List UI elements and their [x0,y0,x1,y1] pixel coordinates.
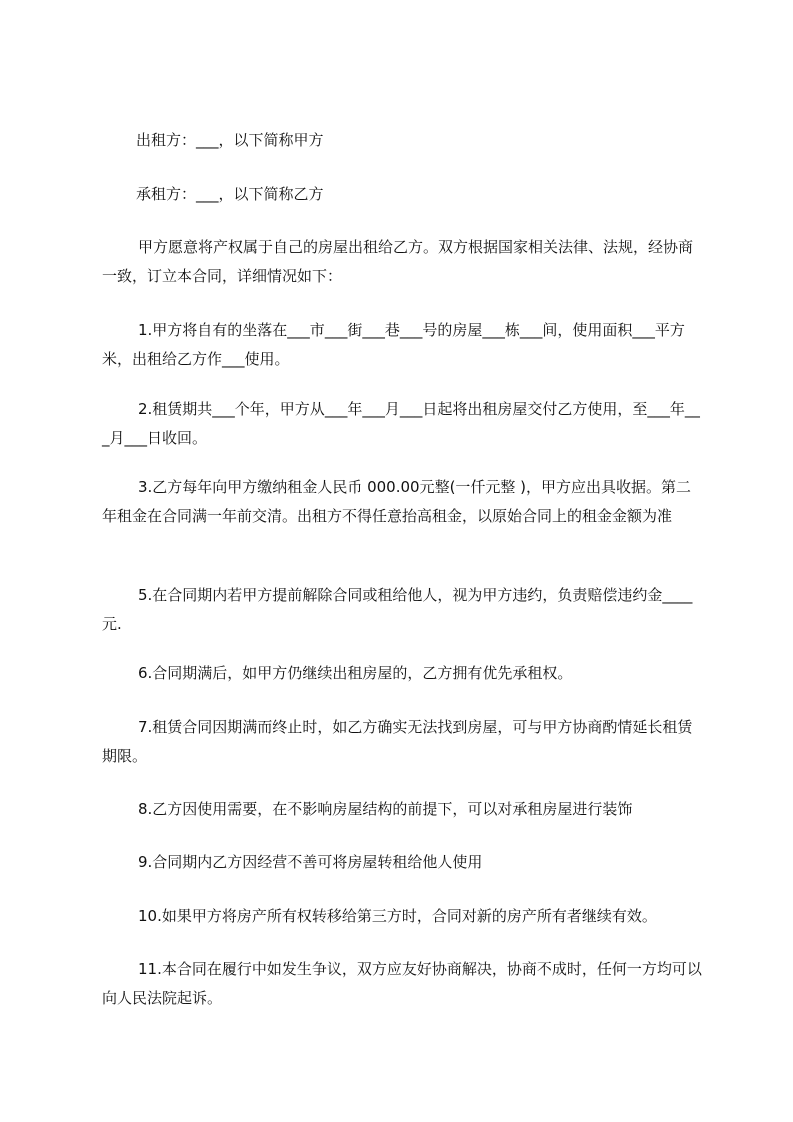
clause-1: 1.甲方将自有的坐落在___市___街___巷___号的房屋___栋___间，使用面积___平方米，出租给乙方作___使用。 [102,321,685,368]
clause-10: 10.如果甲方将房产所有权转移给第三方时，合同对新的房产所有者继续有效。 [138,907,657,925]
clause-2: 2.租赁期共___个年，甲方从___年___月___日起将出租房屋交付乙方使用，至___年___月___日收回。 [102,400,700,447]
clause-11: 11.本合同在履行中如发生争议，双方应友好协商解决，协商不成时，任何一方均可以向人民法院起诉。 [102,960,702,1007]
intro-paragraph: 甲方愿意将产权属于自己的房屋出租给乙方。双方根据国家相关法律、法规，经协商一致，订立本合同，详细情况如下： [102,238,694,285]
lessor-line: 出租方：___，以下简称甲方 [136,131,324,149]
clause-8: 8.乙方因使用需要，在不影响房屋结构的前提下，可以对承租房屋进行装饰 [138,800,633,818]
clause-3: 3.乙方每年向甲方缴纳租金人民币 000.00元整(一仟元整 )，甲方应出具收据。第二年租金在合同满一年前交清。出租方不得任意抬高租金，以原始合同上的租金金额为准 [102,478,692,525]
clause-9: 9.合同期内乙方因经营不善可将房屋转租给他人使用 [138,853,483,871]
clause-6: 6.合同期满后，如甲方仍继续出租房屋的，乙方拥有优先承租权。 [138,664,573,682]
lessee-line: 承租方：___，以下简称乙方 [136,185,324,203]
clause-7: 7.租赁合同因期满而终止时，如乙方确实无法找到房屋，可与甲方协商酌情延长租赁期限。 [102,718,693,765]
clause-5: 5.在合同期内若甲方提前解除合同或租给他人，视为甲方违约，负责赔偿违约金____元. [102,586,693,633]
